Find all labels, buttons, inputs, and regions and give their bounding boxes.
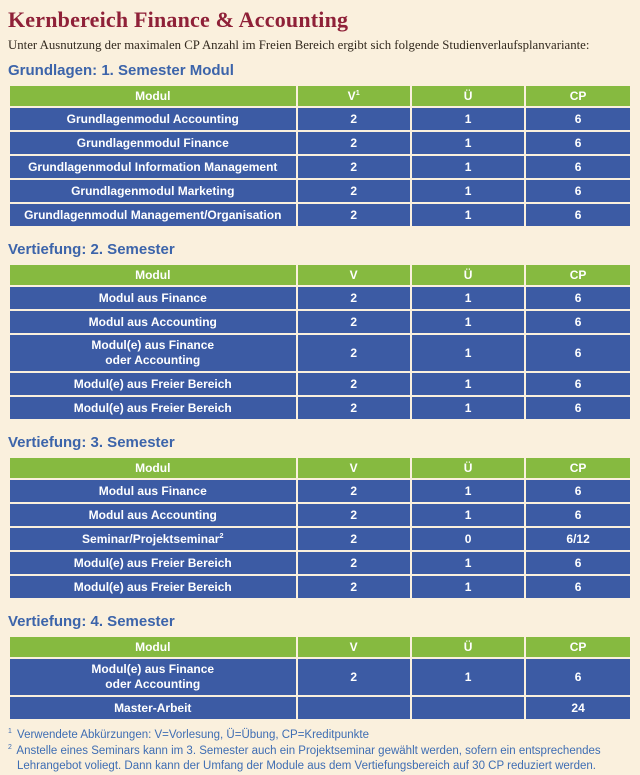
semester-heading: Vertiefung: 3. Semester [8, 434, 175, 451]
v-cell: 2 [298, 108, 410, 130]
column-header-cp: CP [526, 458, 630, 478]
cp-cell: 6 [526, 335, 630, 371]
cp-cell: 6 [526, 204, 630, 226]
uebung-cell: 1 [412, 480, 524, 502]
semester-section [8, 434, 632, 600]
v-cell: 2 [298, 397, 410, 419]
study-plan-table [8, 263, 632, 421]
modul-cell: Modul(e) aus Freier Bereich [10, 576, 296, 598]
column-header-cp: CP [526, 637, 630, 657]
table-row [10, 204, 630, 226]
cp-cell: 24 [526, 697, 630, 719]
table-row [10, 397, 630, 419]
v-cell: 2 [298, 204, 410, 226]
modul-cell: Modul aus Accounting [10, 311, 296, 333]
cp-cell: 6 [526, 132, 630, 154]
page-subtitle: Unter Ausnutzung der maximalen CP Anzahl im Freien Bereich ergibt sich folgende Studienverlaufsplanvariante: [8, 38, 590, 52]
column-header-ü: Ü [412, 86, 524, 106]
uebung-cell: 1 [412, 287, 524, 309]
cp-cell: 6 [526, 659, 630, 695]
modul-cell: Modul(e) aus Finance oder Accounting [10, 659, 296, 695]
v-cell: 2 [298, 311, 410, 333]
modul-cell: Grundlagenmodul Information Management [10, 156, 296, 178]
table-row [10, 659, 630, 695]
study-plan-table [8, 456, 632, 600]
modul-cell: Grundlagenmodul Accounting [10, 108, 296, 130]
modul-cell: Master-Arbeit [10, 697, 296, 719]
table-row [10, 576, 630, 598]
v-cell: 2 [298, 659, 410, 695]
modul-cell: Modul aus Accounting [10, 504, 296, 526]
page-header [8, 7, 632, 53]
cp-cell: 6 [526, 552, 630, 574]
cp-cell: 6 [526, 504, 630, 526]
modul-cell: Modul(e) aus Freier Bereich [10, 552, 296, 574]
uebung-cell [412, 697, 524, 719]
page-title: Kernbereich Finance & Accounting [8, 7, 349, 32]
uebung-cell: 1 [412, 576, 524, 598]
column-header-v: V [298, 458, 410, 478]
table-row [10, 287, 630, 309]
uebung-cell: 1 [412, 397, 524, 419]
v-cell: 2 [298, 576, 410, 598]
cp-cell: 6 [526, 156, 630, 178]
uebung-cell: 0 [412, 528, 524, 550]
footnote: $^1$ Verwendete Abkürzungen: V=Vorlesung, Ü=Übung, CP=Kreditpunkte [8, 728, 369, 741]
v-cell: 2 [298, 552, 410, 574]
column-header-ü: Ü [412, 637, 524, 657]
footnote: $^2$ Anstelle eines Seminars kann im 3. Semester auch ein Projektseminar gewählt werden, sofern ein entsprechendes Lehrangebot voliegt. Dann kann der Umfang der Module aus dem Vertiefungsbereich auf 30 CP reduziert werden. [8, 744, 601, 773]
uebung-cell: 1 [412, 156, 524, 178]
cp-cell: 6 [526, 108, 630, 130]
column-header-cp: CP [526, 265, 630, 285]
table-row [10, 180, 630, 202]
uebung-cell: 1 [412, 373, 524, 395]
semester-heading: Vertiefung: 2. Semester [8, 241, 175, 258]
cp-cell: 6 [526, 397, 630, 419]
uebung-cell: 1 [412, 204, 524, 226]
column-header-ü: Ü [412, 458, 524, 478]
semester-heading: Grundlagen: 1. Semester Modul [8, 62, 234, 79]
table-row [10, 335, 630, 371]
column-header-v: V [298, 637, 410, 657]
footnotes [8, 728, 632, 775]
table-row [10, 132, 630, 154]
modul-cell: Grundlagenmodul Finance [10, 132, 296, 154]
column-header-cp: CP [526, 86, 630, 106]
uebung-cell: 1 [412, 335, 524, 371]
footnote-marker: 2 [8, 744, 12, 752]
column-header-modul: Modul [10, 265, 296, 285]
v-cell: 2 [298, 504, 410, 526]
v-cell: 2 [298, 132, 410, 154]
table-header-row [10, 86, 630, 106]
cp-cell: 6 [526, 311, 630, 333]
table-header-row [10, 265, 630, 285]
table-row [10, 552, 630, 574]
modul-cell: Modul(e) aus Finance oder Accounting [10, 335, 296, 371]
uebung-cell: 1 [412, 180, 524, 202]
study-plan-table [8, 635, 632, 721]
v-cell: 2 [298, 335, 410, 371]
cp-cell: 6 [526, 180, 630, 202]
cp-cell: 6 [526, 480, 630, 502]
footnote-marker: 1 [8, 728, 12, 736]
column-header-modul: Modul [10, 458, 296, 478]
column-header-ü: Ü [412, 265, 524, 285]
uebung-cell: 1 [412, 311, 524, 333]
modul-cell: Seminar/Projektseminar$^2$ [10, 528, 296, 550]
column-header-v: $V^1$ [298, 86, 410, 106]
uebung-cell: 1 [412, 659, 524, 695]
v-cell: 2 [298, 373, 410, 395]
semester-section [8, 613, 632, 721]
cp-cell: 6/12 [526, 528, 630, 550]
table-row [10, 504, 630, 526]
v-cell: 2 [298, 528, 410, 550]
v-cell: 2 [298, 480, 410, 502]
uebung-cell: 1 [412, 552, 524, 574]
cp-cell: 6 [526, 373, 630, 395]
column-header-modul: Modul [10, 86, 296, 106]
v-cell: 2 [298, 156, 410, 178]
table-row [10, 480, 630, 502]
v-cell: 2 [298, 287, 410, 309]
table-row [10, 311, 630, 333]
study-plan-sections [8, 62, 632, 721]
table-row [10, 156, 630, 178]
uebung-cell: 1 [412, 504, 524, 526]
column-header-v: V [298, 265, 410, 285]
table-header-row [10, 458, 630, 478]
uebung-cell: 1 [412, 132, 524, 154]
uebung-cell: 1 [412, 108, 524, 130]
cp-cell: 6 [526, 576, 630, 598]
table-row [10, 373, 630, 395]
table-row [10, 697, 630, 719]
study-plan-table [8, 84, 632, 228]
modul-cell: Modul(e) aus Freier Bereich [10, 373, 296, 395]
modul-cell: Modul aus Finance [10, 287, 296, 309]
column-header-modul: Modul [10, 637, 296, 657]
table-row [10, 528, 630, 550]
modul-cell: Modul(e) aus Freier Bereich [10, 397, 296, 419]
semester-heading: Vertiefung: 4. Semester [8, 613, 175, 630]
cp-cell: 6 [526, 287, 630, 309]
semester-section [8, 241, 632, 421]
modul-cell: Modul aus Finance [10, 480, 296, 502]
table-row [10, 108, 630, 130]
table-header-row [10, 637, 630, 657]
modul-cell: Grundlagenmodul Management/Organisation [10, 204, 296, 226]
semester-section [8, 62, 632, 228]
modul-cell: Grundlagenmodul Marketing [10, 180, 296, 202]
v-cell [298, 697, 410, 719]
v-cell: 2 [298, 180, 410, 202]
